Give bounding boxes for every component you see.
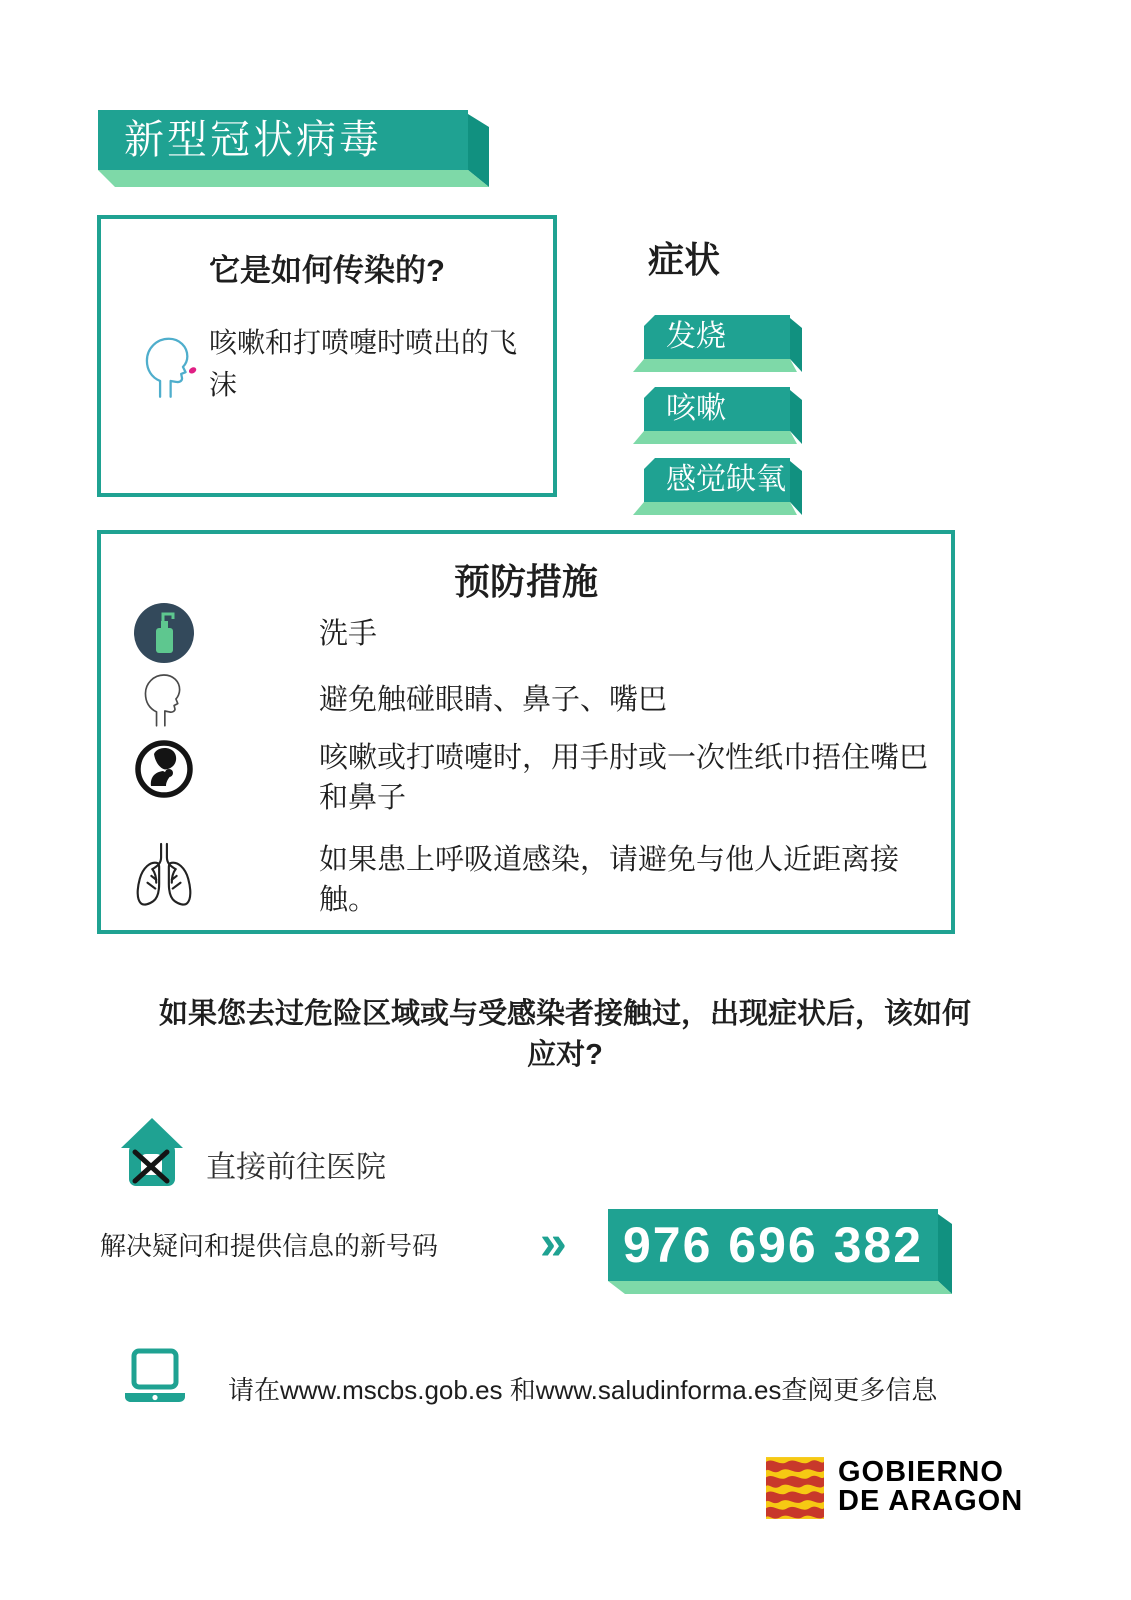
question-heading — [90, 994, 1040, 1076]
poster-title: 新型冠状病毒 — [124, 118, 382, 162]
face-droplet-icon — [139, 331, 197, 406]
double-chevron-icon: » — [540, 1217, 567, 1270]
government-logo-text — [838, 1458, 1023, 1516]
symptom-button-short-of-breath — [628, 455, 806, 519]
question-line2: 应对? — [527, 1039, 603, 1071]
symptom-label: 咳嗽 — [666, 392, 726, 425]
phone-info-label: 解决疑问和提供信息的新号码 — [100, 1231, 439, 1261]
hospital-house-crossed-icon — [120, 1116, 184, 1193]
question-line1: 如果您去过危险区域或与受感染者接触过，出现症状后，该如何 — [158, 998, 971, 1030]
transmission-text: 咳嗽和打喷嚏时喷出的飞沫 — [209, 327, 518, 400]
transmission-title: 它是如何传染的? — [209, 253, 445, 288]
symptom-label: 发烧 — [666, 320, 726, 353]
prevention-text-cover-mouth: 咳嗽或打喷嚏时，用手肘或一次性纸巾捂住嘴巴和鼻子 — [319, 742, 929, 814]
transmission-box — [97, 215, 557, 497]
hospital-label: 直接前往医院 — [206, 1151, 386, 1184]
symptoms-heading: 症状 — [648, 239, 721, 280]
phone-number: 976 696 382 — [622, 1217, 924, 1273]
sanitizer-bottle-icon — [133, 602, 195, 669]
prevention-title: 预防措施 — [453, 561, 598, 602]
prevention-box — [97, 530, 955, 934]
symptom-button-fever — [628, 312, 806, 376]
lungs-icon — [132, 840, 196, 913]
symptom-label: 感觉缺氧 — [666, 463, 786, 496]
website-info-text: 请在www.mscbs.gob.es 和www.saludinforma.es查阅更多信息 — [228, 1375, 938, 1405]
logo-line2: DE ARAGON — [838, 1485, 1024, 1517]
logo-line1: GOBIERNO — [838, 1456, 1004, 1488]
head-profile-icon — [139, 668, 187, 735]
cough-into-elbow-icon — [133, 738, 195, 805]
laptop-icon — [122, 1348, 188, 1411]
aragon-flag-icon — [766, 1456, 824, 1525]
symptom-button-cough — [628, 384, 806, 448]
prevention-text-avoid-touching-face: 避免触碰眼睛、鼻子、嘴巴 — [319, 684, 668, 716]
prevention-text-avoid-contact: 如果患上呼吸道感染，请避免与他人近距离接触。 — [319, 844, 900, 916]
prevention-text-wash-hands: 洗手 — [319, 618, 378, 650]
